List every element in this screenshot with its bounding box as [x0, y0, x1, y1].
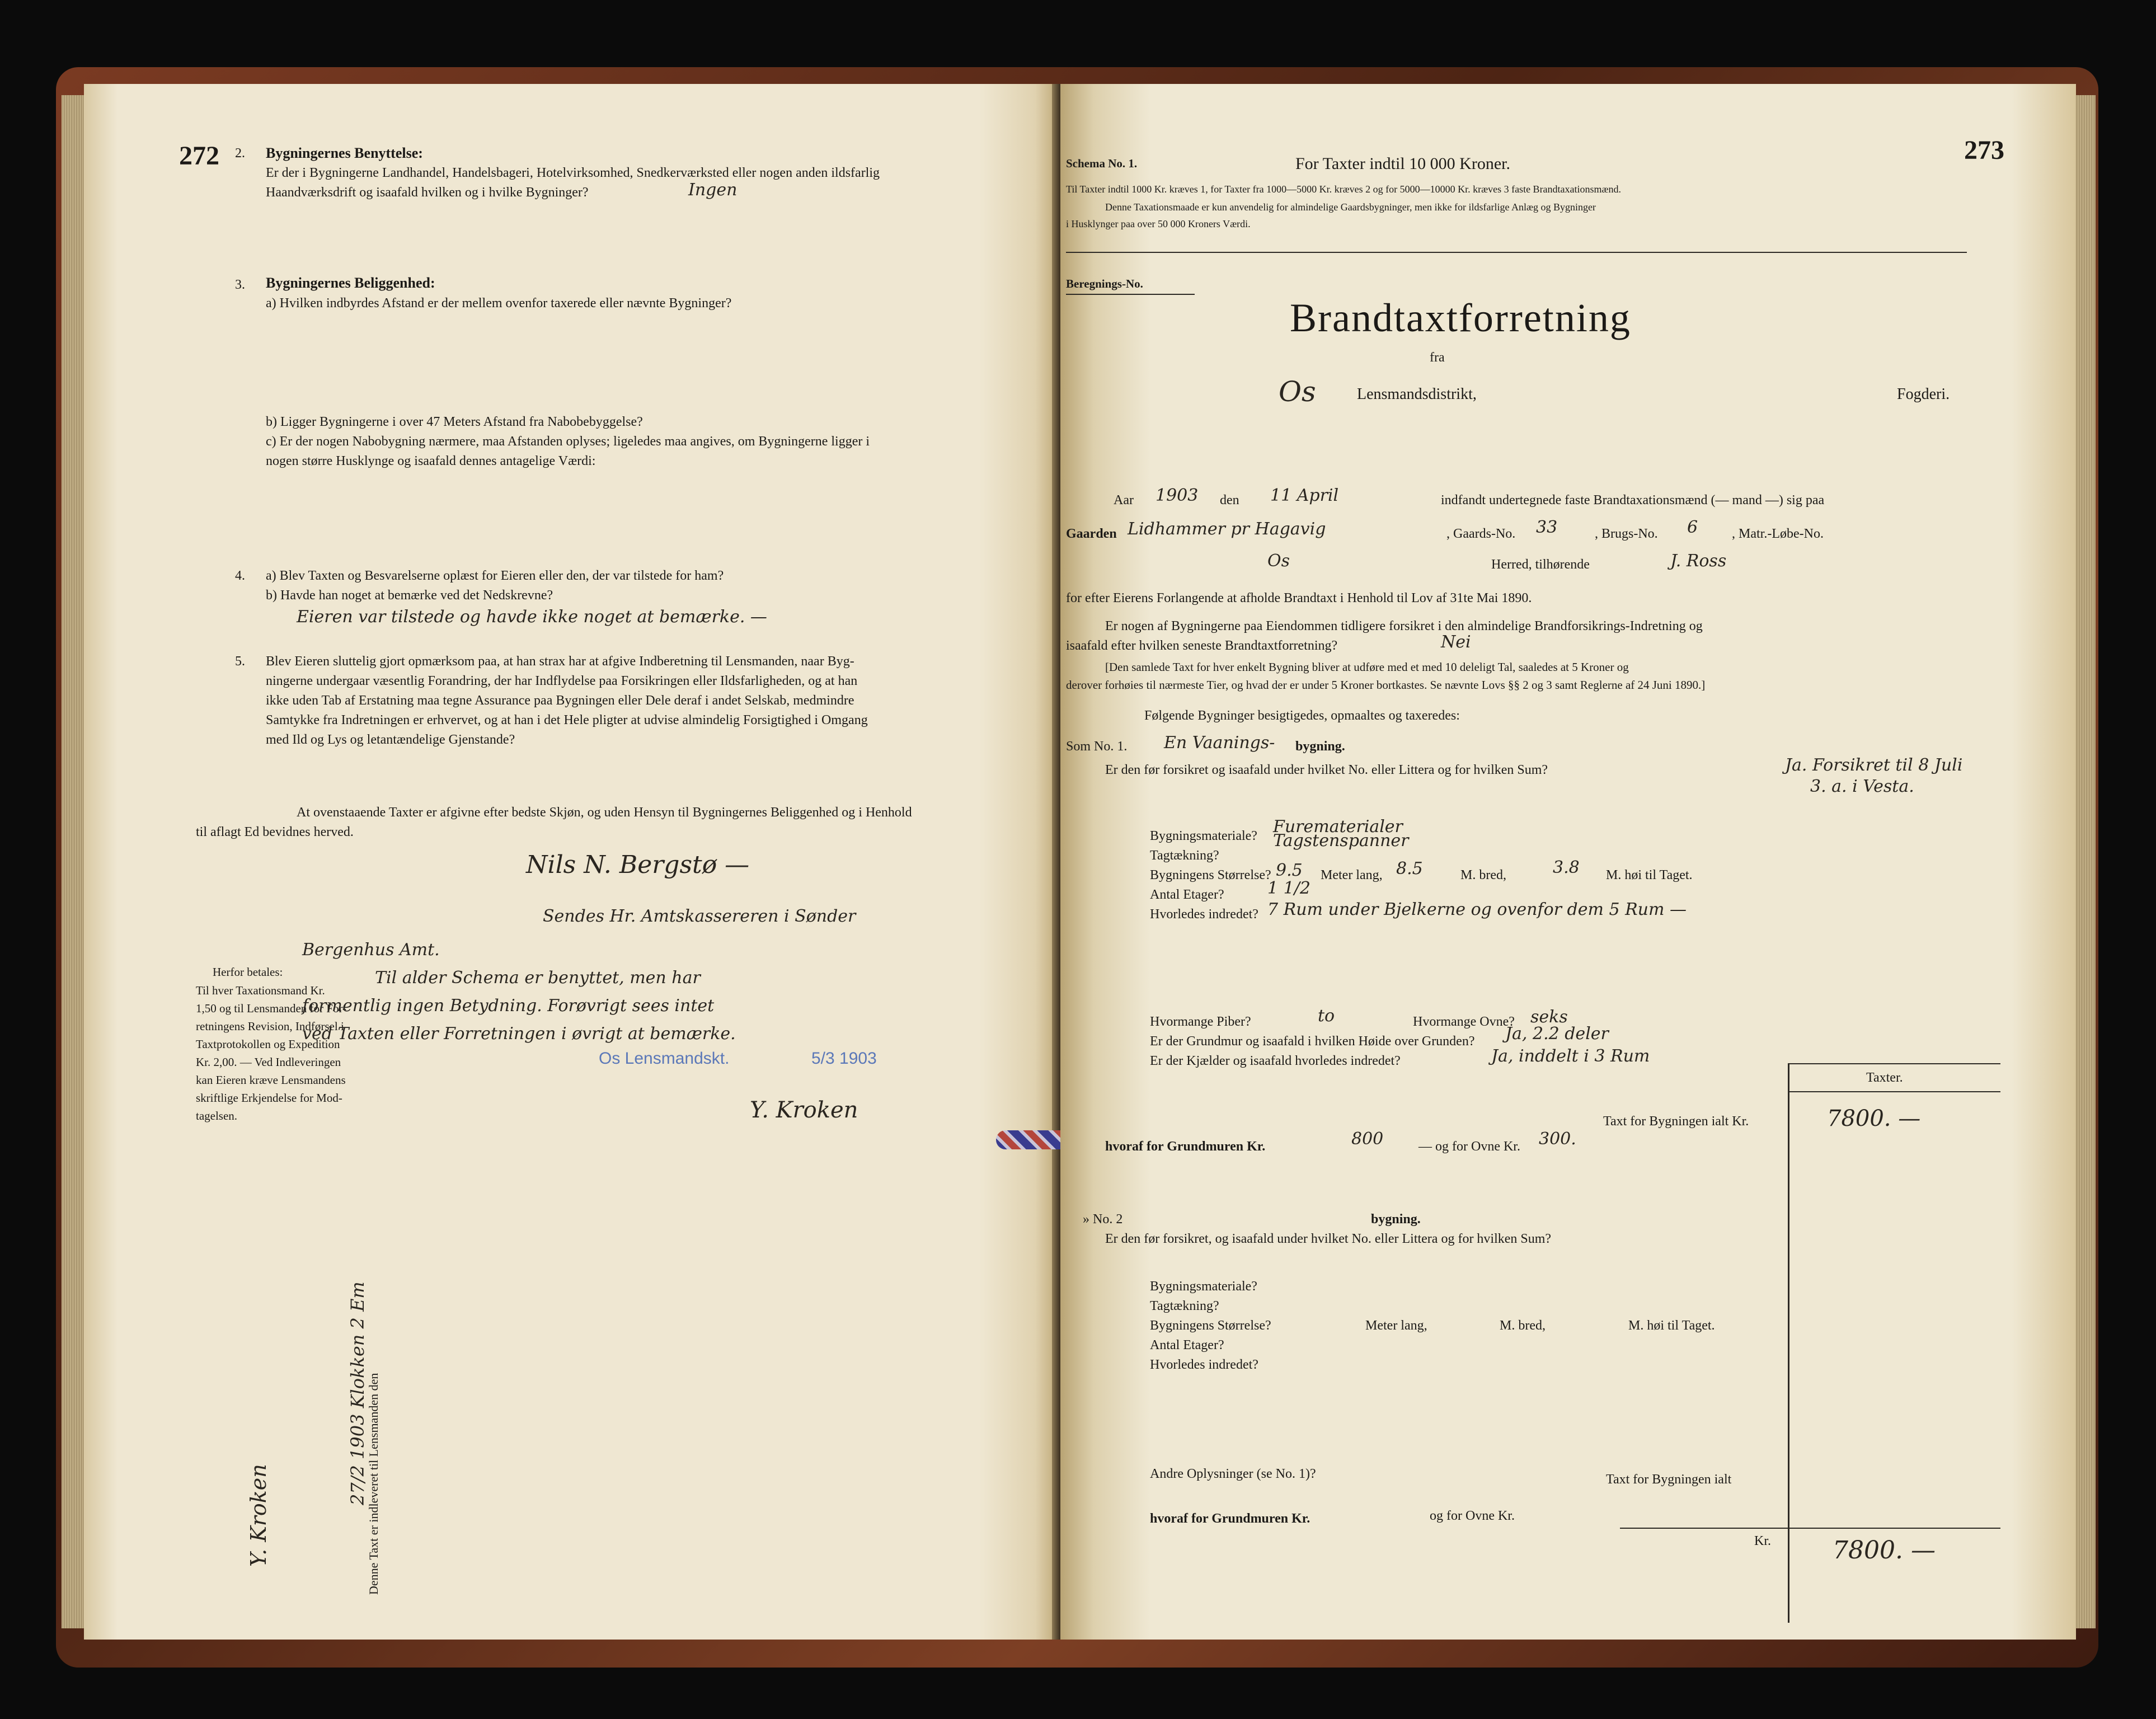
taxter-header: Taxter. — [1866, 1070, 1903, 1085]
item-number: 2. — [235, 146, 245, 161]
section-heading: Bygningernes Beliggenhed: — [266, 275, 435, 291]
page-number-left: 272 — [179, 141, 219, 171]
question-text: Haandværksdrift og isaafald hvilken og i hvilke Bygninger? — [266, 185, 589, 200]
rule-text: Til Taxter indtil 1000 Kr. kræves 1, for Taxter fra 1000—5000 Kr. kræves 2 og for 5000—10000 Kr. kræves 3 faste Brandtaxationsmænd. — [1066, 184, 1622, 195]
form-text: Er nogen af Bygningerne paa Eiendommen tidligere forsikret i den almindelige Brandforsikrings-Indretning og — [1105, 619, 1703, 633]
district-value: Os — [1279, 375, 1316, 408]
foundation-tax-value: 800 — [1351, 1129, 1384, 1149]
chimneys-label: Hvormange Piber? — [1150, 1015, 1251, 1029]
brugs-no-value: 6 — [1687, 518, 1698, 537]
question-text: a) Blev Taxten og Besvarelserne oplæst for Eieren eller den, der var tilstede for ham? — [266, 569, 724, 583]
height-label: M. høi til Taget. — [1628, 1318, 1715, 1333]
brugs-no-label: , Brugs-No. — [1595, 527, 1658, 541]
item-number: 4. — [235, 569, 245, 583]
foundation-label: Er der Grundmur og isaafald i hvilken Høide over Grunden? — [1150, 1034, 1475, 1049]
vertical-note-date: 27/2 1903 Klokken 2 Em — [347, 1281, 368, 1505]
schema-label: Schema No. 1. — [1066, 157, 1138, 170]
page-number-right: 273 — [1964, 135, 2004, 165]
roof-label: Tagtækning? — [1150, 1299, 1219, 1313]
width-label: M. bred, — [1500, 1318, 1546, 1333]
gaards-no-value: 33 — [1536, 518, 1558, 537]
handwritten-answer: 3. a. i Vesta. — [1810, 777, 1914, 796]
stove-tax-value: 300. — [1539, 1129, 1576, 1149]
year-value: 1903 — [1155, 486, 1199, 505]
stoves-label: Hvormange Ovne? — [1413, 1015, 1515, 1029]
floors-value: 1 1/2 — [1267, 879, 1310, 898]
handwritten-answer: Nei — [1441, 632, 1471, 652]
question-text: Blev Eieren sluttelig gjort opmærksom paa, at han strax har at afgive Indberetning til Lensmanden, naar Byg- — [266, 654, 854, 669]
stove-tax-label: og for Ovne Kr. — [1430, 1509, 1515, 1523]
layout-value: 7 Rum under Bjelkerne og ovenfor dem 5 Rum — — [1267, 900, 1687, 919]
farm-label: Gaarden — [1066, 527, 1117, 541]
building-number: » No. 2 — [1083, 1212, 1123, 1227]
rule-text: derover forhøies til nærmeste Tier, og hvad der er under 5 Kroner bortkastes. Se nævnte Lovs §§ 2 og 3 samt Reglerne af 24 Juni 1890.] — [1066, 678, 1706, 692]
question-text: nogen større Husklynge og isaafald dennes antagelige Værdi: — [266, 454, 596, 468]
building-label: bygning. — [1295, 739, 1345, 754]
chimneys-value: to — [1318, 1006, 1335, 1026]
form-text: for efter Eierens Forlangende at afholde Brandtaxt i Henhold til Lov af 31te Mai 1890. — [1066, 591, 1532, 605]
note-line: Til alder Schema er benyttet, men har — [375, 968, 701, 988]
cellar-value: Ja, inddelt i 3 Rum — [1491, 1046, 1650, 1066]
height-value: 3.8 — [1553, 858, 1580, 877]
total-tax-label: Taxt for Bygningen ialt — [1606, 1472, 1732, 1487]
question-text: a) Hvilken indbyrdes Afstand er der mellem ovenfor taxerede eller nævnte Bygninger? — [266, 296, 732, 311]
size-label: Bygningens Størrelse? — [1150, 868, 1271, 882]
roof-value: Tagstenspanner — [1273, 831, 1409, 851]
material-label: Bygningsmateriale? — [1150, 1279, 1257, 1294]
foundation-tax-label: hvoraf for Grundmuren Kr. — [1150, 1511, 1310, 1526]
question-text: ningerne undergaar væsentlig Forandring, der har Indflydelse paa Forsikringen eller Ildsfarligheden, og at han — [266, 674, 858, 688]
matr-label: , Matr.-Løbe-No. — [1732, 527, 1824, 541]
document-title: Brandtaxtforretning — [1290, 295, 1631, 340]
fee-line: Taxtprotokollen og Expedition — [196, 1037, 340, 1051]
note-line: formentlig ingen Betydning. Forøvrigt sees intet — [302, 996, 715, 1016]
herred-value: Os — [1267, 551, 1290, 571]
form-text: isaafald efter hvilken seneste Brandtaxtforretning? — [1066, 638, 1338, 653]
layout-label: Hvorledes indredet? — [1150, 1358, 1258, 1372]
total-tax-label: Taxt for Bygningen ialt Kr. — [1603, 1114, 1749, 1129]
handwritten-answer: Ja. Forsikret til 8 Juli — [1785, 755, 1963, 775]
cellar-label: Er der Kjælder og isaafald hvorledes indredet? — [1150, 1054, 1401, 1068]
stove-tax-label: — og for Ovne Kr. — [1418, 1139, 1520, 1154]
district-label: Lensmandsdistrikt, — [1357, 386, 1477, 403]
owner-value: J. Ross — [1670, 551, 1727, 571]
form-text: Er den før forsikret, og isaafald under hvilket No. eller Littera og for hvilken Sum? — [1105, 1232, 1552, 1246]
vertical-signature: Y. Kroken — [246, 1464, 271, 1567]
date-value: 11 April — [1270, 486, 1339, 505]
note-line: Bergenhus Amt. — [302, 940, 440, 960]
foundation-value: Ja, 2.2 deler — [1505, 1024, 1609, 1044]
date-label: den — [1220, 493, 1239, 508]
height-label: M. høi til Taget. — [1606, 868, 1693, 882]
question-text: Er der i Bygningerne Landhandel, Handelsbageri, Hotelvirksomhed, Snedkerværksted eller nogen anden ildsfarlig — [266, 166, 880, 180]
title-fra: fra — [1430, 350, 1445, 365]
kr-label: Kr. — [1754, 1534, 1771, 1548]
stoves-value: seks — [1530, 1007, 1568, 1027]
layout-label: Hvorledes indredet? — [1150, 907, 1258, 922]
rule-text: Denne Taxationsmaade er kun anvendelig for almindelige Gaardsbygninger, men ikke for ildsfarlige Anlæg og Bygninger — [1105, 201, 1596, 213]
rule-text: [Den samlede Taxt for hver enkelt Bygning bliver at udføre med et med 10 deleligt Tal, saaledes at 5 Kroner og — [1105, 660, 1629, 674]
other-info-label: Andre Oplysninger (se No. 1)? — [1150, 1467, 1316, 1481]
beregnings-label: Beregnings-No. — [1066, 277, 1143, 290]
fogderi-label: Fogderi. — [1897, 386, 1950, 403]
foundation-tax-label: hvoraf for Grundmuren Kr. — [1105, 1139, 1266, 1154]
building-name: En Vaanings- — [1164, 733, 1275, 753]
question-text: b) Ligger Bygningerne i over 47 Meters Afstand fra Nabobebyggelse? — [266, 415, 643, 429]
herred-label: Herred, tilhørende — [1491, 557, 1590, 572]
question-text: b) Havde han noget at bemærke ved det Nedskrevne? — [266, 588, 553, 603]
floors-label: Antal Etager? — [1150, 1338, 1224, 1352]
gaards-no-label: , Gaards-No. — [1446, 527, 1516, 541]
building-number: Som No. 1. — [1066, 739, 1128, 754]
lensmand-stamp: Os Lensmandskt. — [599, 1049, 730, 1068]
farm-value: Lidhammer pr Hagavig — [1128, 519, 1326, 539]
fee-line: Til hver Taxationsmand Kr. — [196, 984, 325, 997]
fee-title: Herfor betales: — [213, 965, 283, 979]
fee-line: kan Eieren kræve Lensmandens — [196, 1073, 346, 1087]
material-label: Bygningsmateriale? — [1150, 829, 1257, 843]
page-edges-right — [2073, 95, 2096, 1628]
grand-total-value: 7800. — — [1833, 1536, 1936, 1565]
taxter-column-line — [1788, 1063, 1789, 1623]
handwritten-answer: Eieren var tilstede og havde ikke noget at bemærke. — — [297, 607, 767, 627]
page-edges-left — [62, 95, 84, 1628]
question-text: ikke uden Tab af Erstatning maa tegne Assurance paa Bygningen eller Dele deraf i andet Selskab, medmindre — [266, 693, 854, 708]
material-value: Furematerialer — [1273, 817, 1403, 837]
stamp-date: 5/3 1903 — [811, 1049, 877, 1068]
length-value: 9.5 — [1276, 861, 1303, 880]
fee-line: retningens Revision, Indførsel i — [196, 1020, 344, 1033]
lensmand-signature: Y. Kroken — [750, 1097, 858, 1123]
building-label: bygning. — [1371, 1212, 1421, 1227]
taxation-signature: Nils N. Bergstø — — [526, 851, 750, 879]
note-line: ved Taxten eller Forretningen i øvrigt at bemærke. — [302, 1024, 736, 1044]
handwritten-answer: Ingen — [688, 180, 738, 200]
total-tax-value: 7800. — — [1827, 1106, 1921, 1131]
fee-line: Kr. 2,00. — Ved Indleveringen — [196, 1055, 341, 1069]
taxter-column-top — [1788, 1063, 2000, 1064]
fee-line: tagelsen. — [196, 1109, 238, 1122]
note-line: Sendes Hr. Amtskassereren i Sønder — [543, 907, 856, 926]
width-value: 8.5 — [1396, 859, 1423, 879]
size-label: Bygningens Størrelse? — [1150, 1318, 1271, 1333]
length-label: Meter lang, — [1321, 868, 1383, 882]
question-text: c) Er der nogen Nabobygning nærmere, maa Afstanden oplyses; ligeledes maa angives, om Bygningerne ligger i — [266, 434, 870, 449]
taxter-header-line — [1788, 1091, 2000, 1092]
length-label: Meter lang, — [1365, 1318, 1427, 1333]
question-text: Samtykke fra Indretningen er erhvervet, og at han i det Hele pligter at udvise almindelig Forsigtighed i Omgang — [266, 713, 868, 727]
form-text: indfandt undertegnede faste Brandtaxationsmænd (— mand —) sig paa — [1441, 493, 1825, 508]
fee-line: skriftlige Erkjendelse for Mod- — [196, 1091, 342, 1105]
divider — [1066, 252, 1967, 253]
fee-line: 1,50 og til Lensmanden for For- — [196, 1002, 347, 1015]
roof-label: Tagtækning? — [1150, 848, 1219, 863]
sum-line — [1620, 1528, 2000, 1529]
underline — [1066, 294, 1195, 295]
form-text: Er den før forsikret og isaafald under hvilket No. eller Littera og for hvilken Sum? — [1105, 763, 1548, 777]
item-number: 5. — [235, 654, 245, 669]
section-heading: Bygningernes Benyttelse: — [266, 145, 423, 161]
vertical-note: Denne Taxt er indleveret til Lensmanden den — [367, 1373, 381, 1595]
width-label: M. bred, — [1460, 868, 1506, 882]
question-text: med Ild og Lys og letantændelige Gjenstande? — [266, 732, 515, 747]
rule-text: i Husklynger paa over 50 000 Kroners Værdi. — [1066, 218, 1251, 229]
year-label: Aar — [1114, 493, 1134, 508]
form-header: For Taxter indtil 10 000 Kroner. — [1295, 154, 1510, 173]
left-page — [84, 84, 1058, 1640]
floors-label: Antal Etager? — [1150, 887, 1224, 902]
item-number: 3. — [235, 278, 245, 292]
right-page — [1060, 84, 2076, 1640]
form-text: Følgende Bygninger besigtigedes, opmaaltes og taxeredes: — [1144, 708, 1460, 723]
oath-text: At ovenstaaende Taxter er afgivne efter bedste Skjøn, og uden Hensyn til Bygningernes Beliggenhed og i Henhold — [297, 805, 912, 820]
oath-text: til aflagt Ed bevidnes herved. — [196, 825, 354, 839]
